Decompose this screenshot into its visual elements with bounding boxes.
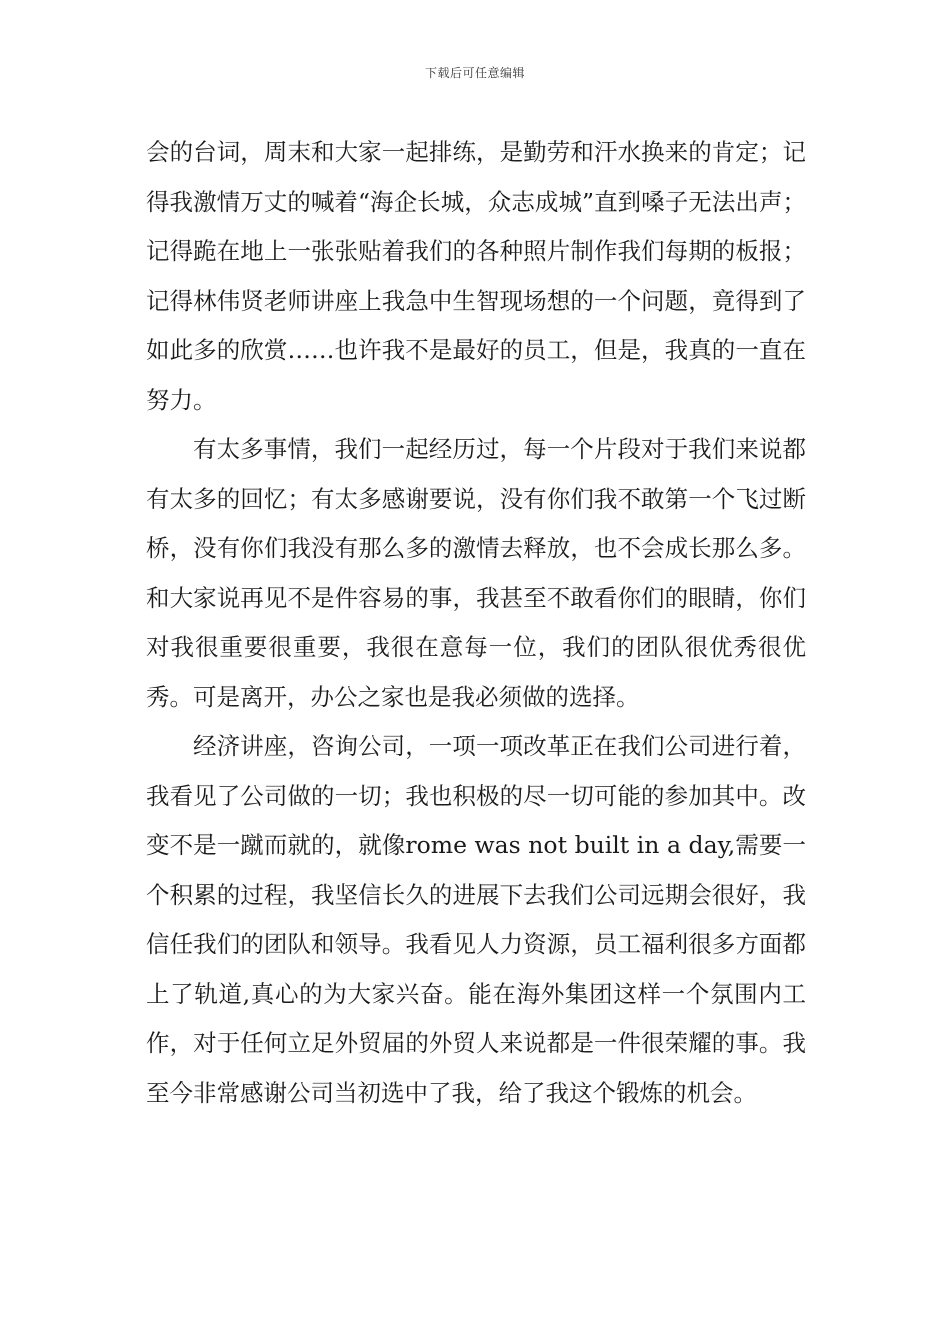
paragraph-1: 会的台词，周末和大家一起排练，是勤劳和汗水换来的肯定；记得我激情万丈的喊着“海企长城，众志成城”直到嗓子无法出声；记得跪在地上一张张贴着我们的各种照片制作我们每期的板报；记得林伟贤老师讲座上我急中生智现场想的一个问题，竟得到了如此多的欣赏……也许我不是最好的员工，但是，我真的一直在努力。 [146, 138, 806, 414]
paragraph-2: 有太多事情，我们一起经历过，每一个片段对于我们来说都有太多的回忆；有太多感谢要说，没有你们我不敢第一个飞过断桥，没有你们我没有那么多的激情去释放，也不会成长那么多。和大家说再见不是件容易的事，我甚至不敢看你们的眼睛，你们对我很重要很重要，我很在意每一位，我们的团队很优秀很优秀。可是离开，办公之家也是我必须做的选择。 [146, 435, 806, 711]
document-body [146, 128, 806, 1118]
page-header: 下载后可任意编辑 [424, 66, 525, 80]
paragraph-3: 经济讲座，咨询公司，一项一项改革正在我们公司进行着，我看见了公司做的一切；我也积极的尽一切可能的参加其中。改变不是一蹴而就的，就像rome was not built in a day,需要一个积累的过程，我坚信长久的进展下去我们公司远期会很好，我信任我们的团队和领导。我看见人力资源，员工福利很多方面都上了轨道,真心的为大家兴奋。能在海外集团这样一个氛围内工作，对于任何立足外贸届的外贸人来说都是一件很荣耀的事。我至今非常感谢公司当初选中了我，给了我这个锻炼的机会。 [146, 732, 806, 1107]
